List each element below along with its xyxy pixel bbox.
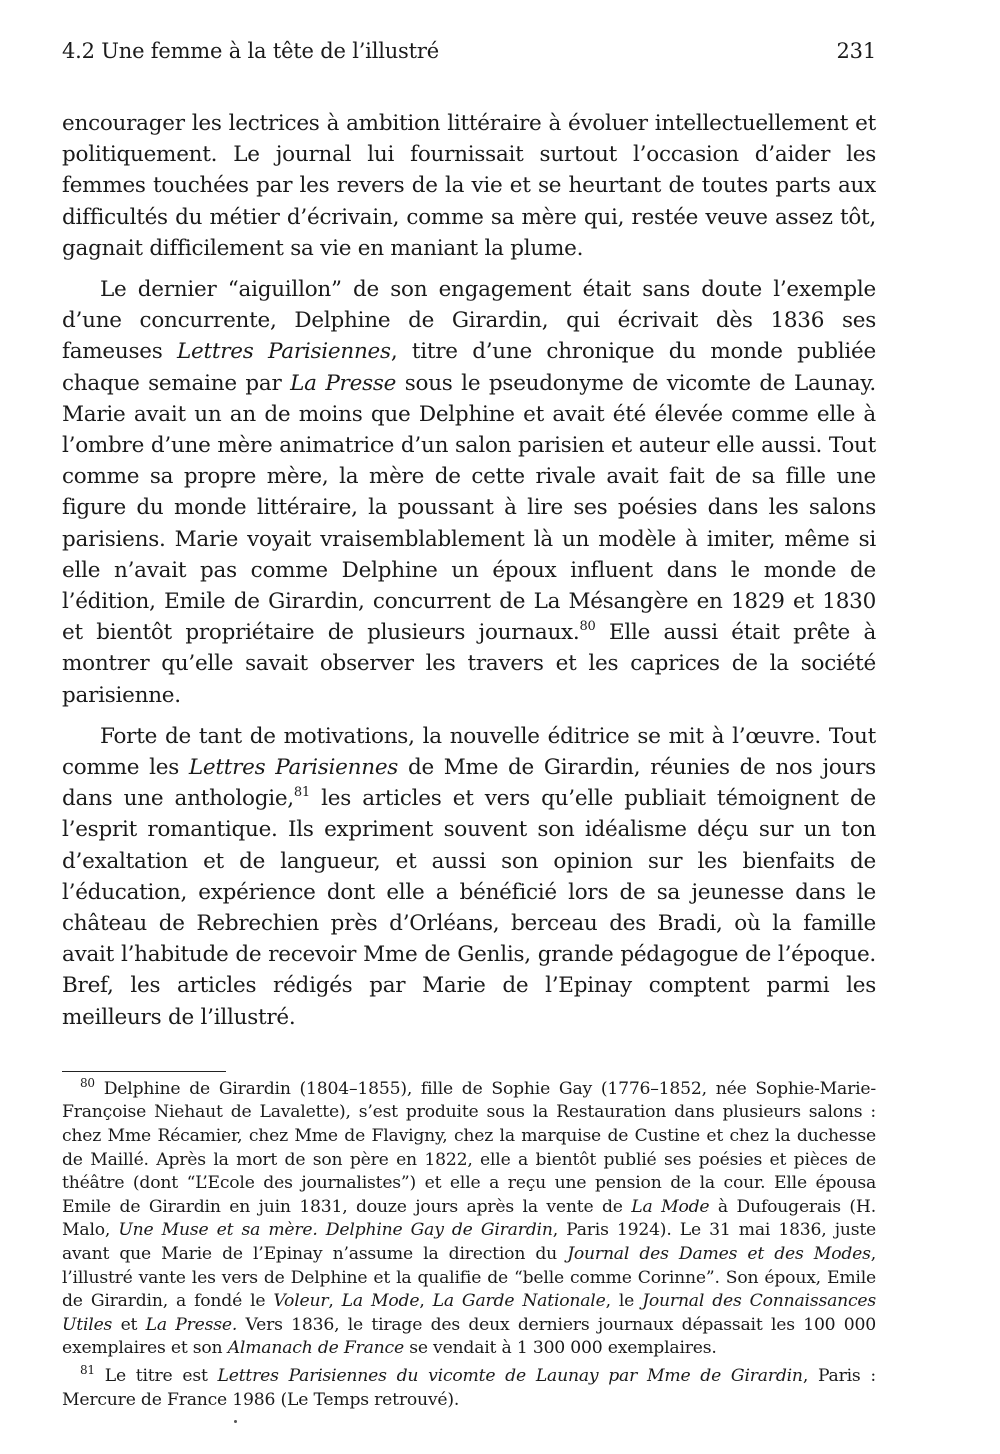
main-text [62, 108, 876, 1033]
text-run: Elle aussi était prête à montrer qu’elle savait observer les travers et les caprices de la société parisienne. [62, 620, 877, 708]
text-run: Le titre est [94, 1366, 218, 1387]
footnote-number: 80 [80, 1075, 95, 1090]
text-run: se vendait à 1 300 000 exemplaires. [403, 1338, 717, 1359]
paragraph-3 [62, 721, 876, 1033]
footnote-ref-80[interactable]: 80 [579, 619, 596, 635]
italic-title: La Presse. [145, 1314, 238, 1335]
text-run: , [419, 1291, 433, 1312]
italic-title: La Mode [341, 1291, 420, 1312]
italic-title: Voleur [273, 1291, 329, 1312]
text-run: , titre d’une chronique du monde publiée chaque semaine par [62, 339, 877, 396]
text-run: sous le pseudonyme de vicomte de Launay. Marie avait un an de moins que Delphine et avait été élevée comme elle à l’ombre d’une mère animatrice d’un salon parisien et auteur elle aussi. Tout comme sa propre mère, la mère de cette rivale avait fait de sa fille une figure du monde littéraire, la poussant à lire ses poésies dans les salons parisiens. Marie voyait vraisemblablement là un modèle à imiter, même si elle n’avait pas comme Delphine un époux influent dans le monde de l’édition, Emile de Girardin, concurrent de La Mésangère en 1829 et 1830 et bientôt propriétaire de plusieurs journaux. [62, 370, 876, 646]
italic-title: La Garde Nationale [432, 1291, 606, 1312]
text-run: , l’illustré vante les vers de Delphine et la qualifie de “belle comme Corinne”. Son époux, Emile de Girardin, a fondé le [62, 1244, 876, 1312]
text-run: de Mme de Girardin, réunies de nos jours dans une anthologie, [62, 755, 876, 812]
footnote-81 [62, 1365, 876, 1412]
page-number: 231 [836, 39, 876, 63]
text-run: Delphine de Girardin (1804–1855), fille de Sophie Gay (1776–1852, née Sophie-Marie-Françoise Niehaut de Lavalette), s’est produite sous la Restauration dans plusieurs salons : chez Mme Récamier, chez Mme de Flavigny, chez la marquise de Custine et chez la duchesse de Maillé. Après la mort de son père en 1822, elle a bientôt publié ses poésies et pièces de théâtre (dont “L’Ecole des journalistes”) et elle a reçu une pension de la cour. Elle épousa Emile de Girardin en juin 1831, douze jours après la vente de [62, 1078, 876, 1217]
section-title: 4.2 Une femme à la tête de l’illustré [62, 39, 439, 63]
footnotes [62, 1075, 877, 1412]
text-run: les articles et vers qu’elle publiait témoignent de l’esprit romantique. Ils expriment souvent son idéalisme déçu sur un ton d’exaltation et de langueur, et aussi son opinion sur les bienfaits de l’éducation, expérience dont elle a bénéficié lors de sa jeunesse dans le château de Rebrechien près d’Orléans, berceau des Bradi, où la famille avait l’habitude de recevoir Mme de Genlis, grande pédagogue de l’époque. Bref, les articles rédigés par Marie de l’Epinay comptent parmi les meilleurs de l’illustré. [62, 786, 876, 1030]
italic-title: Lettres Parisiennes [188, 755, 399, 781]
footnote-number: 81 [80, 1363, 95, 1378]
footnote-rule [62, 1071, 226, 1072]
italic-title: Journal des Dames et des Modes [567, 1244, 871, 1265]
paragraph-2 [62, 274, 876, 711]
scan-speck [234, 1420, 237, 1423]
text-run: Vers 1836, le tirage des deux derniers journaux dépassait les 100 000 exemplaires et son [62, 1314, 877, 1359]
book-page [62, 38, 876, 1412]
italic-title: Almanach de France [227, 1338, 404, 1359]
footnote-ref-81[interactable]: 81 [293, 785, 310, 801]
running-header [62, 38, 876, 64]
italic-title: Journal des Connaissances Utiles [62, 1291, 877, 1335]
text-run: , Paris 1924). Le 31 mai 1836, juste avant que Marie de l’Epinay n’assume la direction du [62, 1220, 877, 1265]
text-run: à Dufougerais (H. Malo, [62, 1196, 876, 1241]
italic-title: La Presse [290, 370, 397, 396]
text-run: , le [605, 1291, 643, 1312]
italic-title: Lettres Parisiennes du vicomte de Launay par Mme de Girardin [217, 1366, 803, 1387]
text-run: et [112, 1314, 146, 1335]
italic-title: Lettres Parisiennes [176, 339, 391, 365]
text-run: , Paris : Mercure de France 1986 (Le Temps retrouvé). [62, 1366, 876, 1410]
italic-title: La Mode [631, 1196, 710, 1217]
text-run: , [328, 1291, 342, 1312]
footnote-80 [62, 1075, 877, 1361]
text-run: Forte de tant de motivations, la nouvelle éditrice se mit à l’œuvre. Tout comme les [62, 723, 876, 781]
paragraph-1: encourager les lectrices à ambition littéraire à évoluer intellectuellement et politiquement. Le journal lui fournissait surtout l’occasion d’aider les femmes touchées par les revers de la vie et se heurtant de toutes parts aux difficultés du métier d’écrivain, comme sa mère qui, restée veuve assez tôt, gagnait difficilement sa vie en maniant la plume. [62, 111, 876, 261]
italic-title: Une Muse et sa mère. Delphine Gay de Girardin [118, 1220, 553, 1241]
text-run: Le dernier “aiguillon” de son engagement était sans doute l’exemple d’une concurrente, Delphine de Girardin, qui écrivait dès 1836 ses fameuses [62, 277, 876, 365]
